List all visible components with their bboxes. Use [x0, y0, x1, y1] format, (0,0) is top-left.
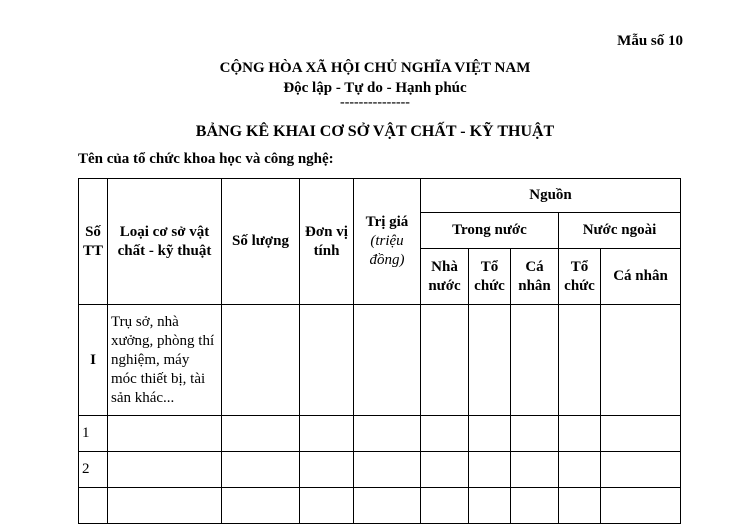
cell-unit: [300, 416, 354, 452]
cell-org-domestic: [469, 416, 511, 452]
row-stt: 2: [79, 452, 108, 488]
cell-individual-domestic: [511, 305, 559, 416]
header-foreign: Nước ngoài: [559, 213, 681, 249]
header-state: Nhà nước: [421, 249, 469, 305]
header-quantity: Số lượng: [222, 179, 300, 305]
cell-individual-foreign: [601, 488, 681, 524]
cell-value: [354, 305, 421, 416]
header-asset-type: Loại cơ sở vật chất - kỹ thuật: [108, 179, 222, 305]
national-name: CỘNG HÒA XÃ HỘI CHỦ NGHĨA VIỆT NAM: [219, 60, 531, 76]
header-stt: Số TT: [79, 179, 108, 305]
table-row: [79, 488, 681, 524]
cell-org-foreign: [559, 305, 601, 416]
cell-unit: [300, 452, 354, 488]
cell-value: [354, 452, 421, 488]
organization-label: Tên của tổ chức khoa học và công nghệ:: [78, 151, 334, 167]
cell-quantity: [222, 305, 300, 416]
header-org-foreign: Tổ chức: [559, 249, 601, 305]
header-org-domestic: Tổ chức: [469, 249, 511, 305]
row-stt: [79, 488, 108, 524]
row-asset-type: [108, 452, 222, 488]
row-stt: I: [79, 305, 108, 416]
cell-individual-foreign: [601, 452, 681, 488]
asset-declaration-table: [78, 178, 681, 524]
cell-state: [421, 416, 469, 452]
cell-org-foreign: [559, 488, 601, 524]
motto-underline: ---------------: [340, 95, 410, 110]
table-row: [79, 305, 681, 416]
row-stt: 1: [79, 416, 108, 452]
cell-org-domestic: [469, 452, 511, 488]
cell-quantity: [222, 488, 300, 524]
cell-individual-domestic: [511, 416, 559, 452]
cell-org-domestic: [469, 488, 511, 524]
header-domestic: Trong nước: [421, 213, 559, 249]
document-title: BẢNG KÊ KHAI CƠ SỞ VẬT CHẤT - KỸ THUẬT: [195, 123, 555, 140]
cell-org-domestic: [469, 305, 511, 416]
cell-org-foreign: [559, 452, 601, 488]
cell-individual-foreign: [601, 416, 681, 452]
header-source: Nguồn: [421, 179, 681, 213]
row-asset-type: [108, 488, 222, 524]
header-individual-foreign: Cá nhân: [601, 249, 681, 305]
cell-individual-domestic: [511, 488, 559, 524]
cell-individual-domestic: [511, 452, 559, 488]
cell-quantity: [222, 416, 300, 452]
cell-org-foreign: [559, 416, 601, 452]
cell-unit: [300, 488, 354, 524]
row-asset-type: [108, 416, 222, 452]
header-unit: Đơn vị tính: [300, 179, 354, 305]
cell-quantity: [222, 452, 300, 488]
cell-state: [421, 452, 469, 488]
header-value: [354, 179, 421, 305]
national-motto: Độc lập - Tự do - Hạnh phúc: [283, 80, 467, 96]
cell-unit: [300, 305, 354, 416]
form-number: Mẫu số 10: [617, 33, 683, 49]
row-asset-type: Trụ sở, nhà xưởng, phòng thí nghiệm, máy móc thiết bị, tài sản khác...: [108, 305, 222, 416]
cell-state: [421, 488, 469, 524]
table-row: [79, 452, 681, 488]
cell-individual-foreign: [601, 305, 681, 416]
cell-value: [354, 416, 421, 452]
cell-value: [354, 488, 421, 524]
header-individual-domestic: Cá nhân: [511, 249, 559, 305]
header-value-label: Trị giá: [365, 214, 409, 230]
cell-state: [421, 305, 469, 416]
table-row: [79, 416, 681, 452]
header-value-unit: (triệu đồng): [369, 233, 405, 268]
